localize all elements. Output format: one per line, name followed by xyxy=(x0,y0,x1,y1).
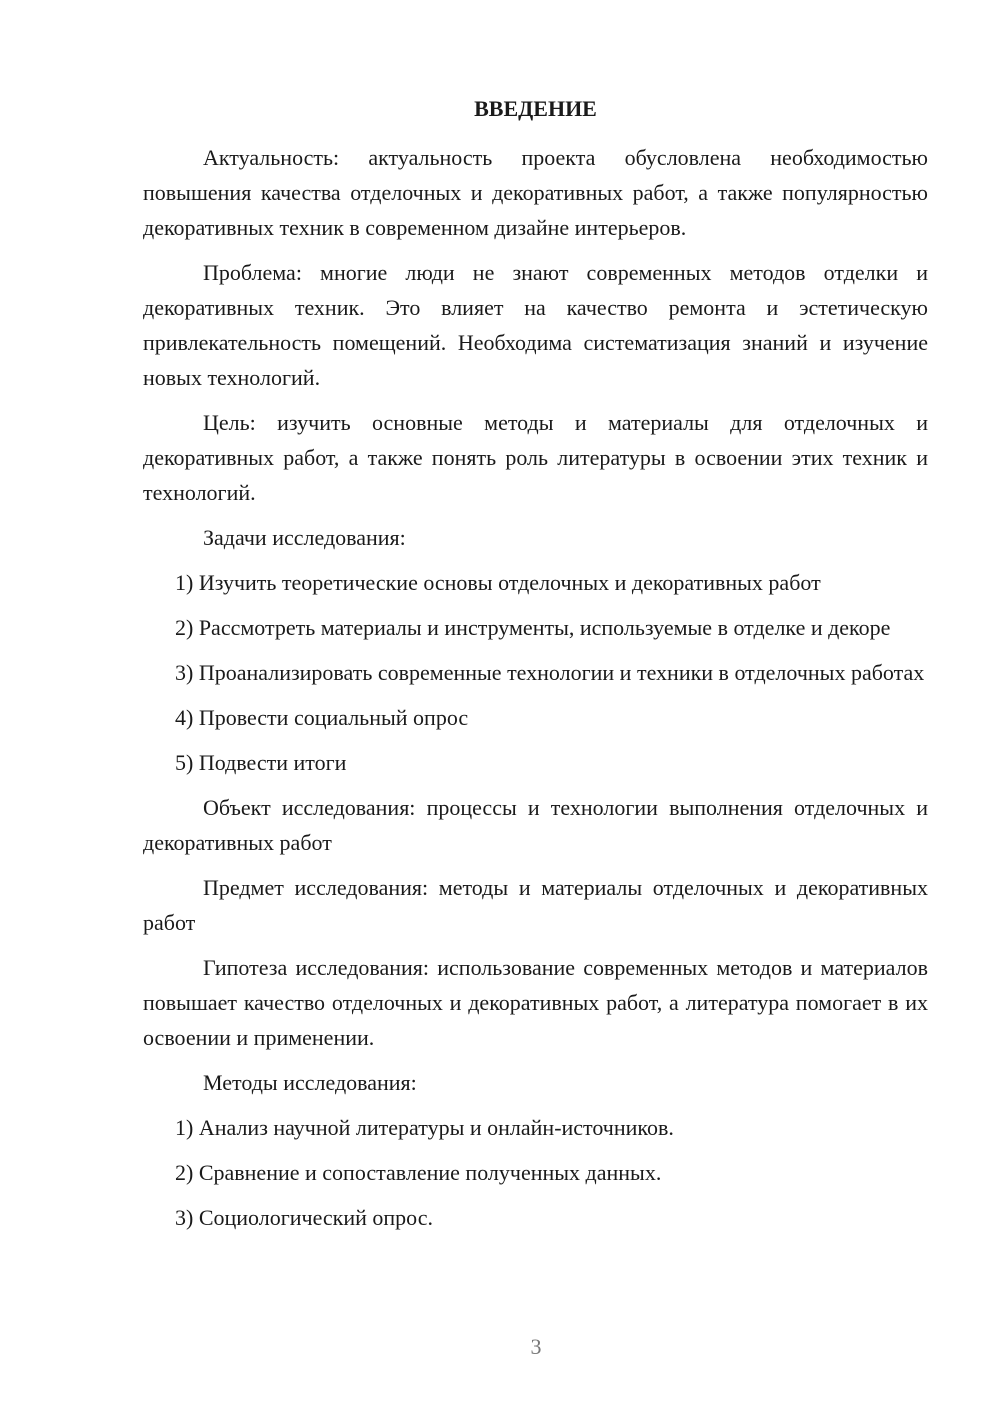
relevance-paragraph: Актуальность: актуальность проекта обусловлена необходимостью повышения качества отделочных и декоративных работ, а также популярностью декоративных техник в современном дизайне интерьеров. xyxy=(143,145,928,240)
methods-label: Методы исследования: xyxy=(203,1070,417,1095)
hypothesis-paragraph: Гипотеза исследования: использование современных методов и материалов повышает качество отделочных и декоративных работ, а литература помогает в их освоении и применении. xyxy=(143,955,928,1050)
task-item-2: 2) Рассмотреть материалы и инструменты, используемые в отделке и декоре xyxy=(175,615,891,640)
page-title: ВВЕДЕНИЕ xyxy=(474,96,597,121)
task-item-4: 4) Провести социальный опрос xyxy=(175,705,469,730)
method-item-1: 1) Анализ научной литературы и онлайн-источников. xyxy=(175,1115,674,1140)
subject-paragraph: Предмет исследования: методы и материалы отделочных и декоративных работ xyxy=(143,875,928,935)
object-paragraph: Объект исследования: процессы и технологии выполнения отделочных и декоративных работ xyxy=(143,795,928,855)
task-item-1: 1) Изучить теоретические основы отделочных и декоративных работ xyxy=(175,570,821,595)
task-item-5: 5) Подвести итоги xyxy=(175,750,347,775)
page-content xyxy=(143,94,928,1245)
method-item-3: 3) Социологический опрос. xyxy=(175,1205,433,1230)
page-number: 3 xyxy=(530,1334,542,1359)
task-item-3: 3) Проанализировать современные технологии и техники в отделочных работах xyxy=(175,660,925,685)
method-item-2: 2) Сравнение и сопоставление полученных данных. xyxy=(175,1160,662,1185)
goal-paragraph: Цель: изучить основные методы и материалы для отделочных и декоративных работ, а также понять роль литературы в освоении этих техник и технологий. xyxy=(143,410,928,505)
problem-paragraph: Проблема: многие люди не знают современных методов отделки и декоративных техник. Это влияет на качество ремонта и эстетическую привлекательность помещений. Необходима систематизация знаний и изучение новых технологий. xyxy=(143,260,928,390)
tasks-label: Задачи исследования: xyxy=(203,525,406,550)
